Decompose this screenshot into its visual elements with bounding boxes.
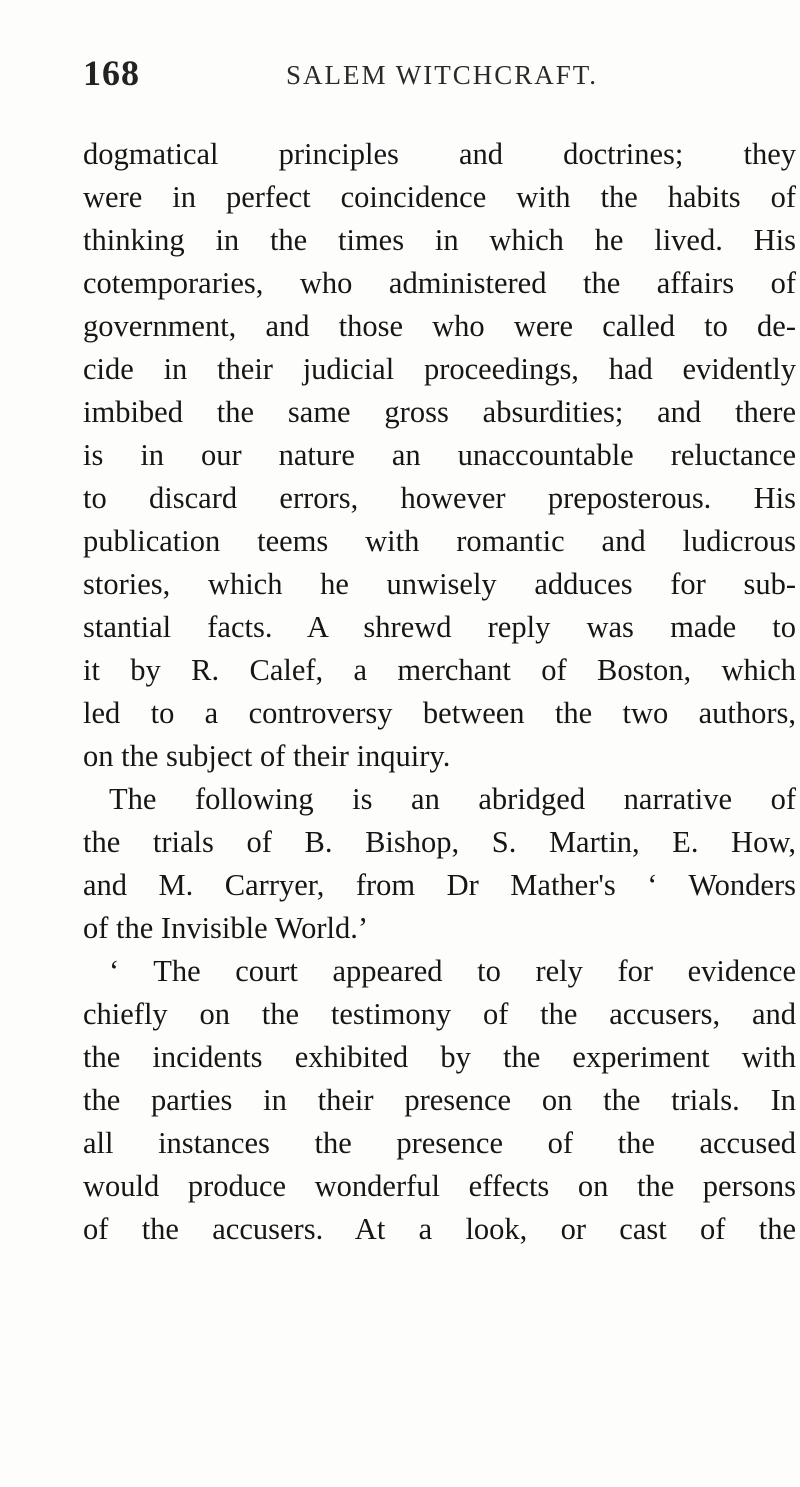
text-line: the trials of B. Bishop, S. Martin, E. How, [83,825,796,859]
text-line: led to a controversy between the two authors, [83,696,796,730]
body-text [83,133,796,1251]
text-line: thinking in the times in which he lived. His [83,223,796,257]
text-line: stories, which he unwisely adduces for sub- [83,567,796,601]
running-title: SALEM WITCHCRAFT. [286,60,599,90]
running-head [83,52,783,92]
text-line: chiefly on the testimony of the accusers, and [83,997,796,1031]
text-line: would produce wonderful effects on the persons [83,1169,796,1203]
text-line: and M. Carryer, from Dr Mather's ‘ Wonders [83,868,796,902]
text-line: on the subject of their inquiry. [83,739,451,773]
text-line: imbibed the same gross absurdities; and there [83,395,796,429]
text-line: ‘ The court appeared to rely for evidence [109,954,796,988]
text-line: it by R. Calef, a merchant of Boston, which [83,653,796,687]
text-line: publication teems with romantic and ludicrous [83,524,796,558]
text-line: of the accusers. At a look, or cast of the [83,1212,796,1246]
text-line: the parties in their presence on the trials. In [83,1083,796,1117]
text-line: government, and those who were called to de- [83,309,796,343]
text-line: stantial facts. A shrewd reply was made to [83,610,796,644]
text-line: The following is an abridged narrative of [109,782,796,816]
text-line: to discard errors, however preposterous. His [83,481,796,515]
text-line: all instances the presence of the accused [83,1126,796,1160]
text-line: dogmatical principles and doctrines; they [83,137,796,171]
text-line: were in perfect coincidence with the habits of [83,180,796,214]
text-line: of the Invisible World.’ [83,911,368,945]
text-line: cotemporaries, who administered the affairs of [83,266,796,300]
text-line: is in our nature an unaccountable reluctance [83,438,796,472]
text-line: the incidents exhibited by the experiment with [83,1040,796,1074]
page-number: 168 [83,53,140,93]
text-line: cide in their judicial proceedings, had evidently [83,352,796,386]
